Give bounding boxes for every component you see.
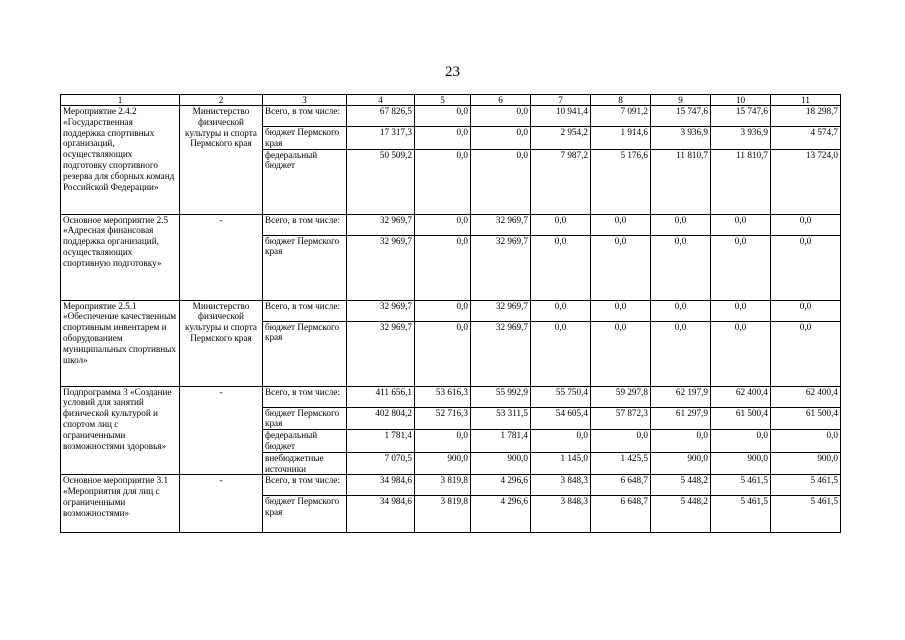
amount-cell: 7 987,2 [531,149,591,214]
amount-cell: 32 969,7 [347,321,415,386]
amount-cell: 53 311,5 [471,407,531,430]
amount-cell: 900,0 [651,452,711,475]
amount-cell: 5 448,2 [651,475,711,496]
amount-cell: 32 969,7 [471,300,531,321]
amount-cell: 1 145,0 [531,452,591,475]
amount-cell: 0,0 [531,300,591,321]
amount-cell: 900,0 [711,452,771,475]
amount-cell: 1 781,4 [347,430,415,453]
amount-cell: 0,0 [415,235,471,300]
amount-cell: 5 461,5 [771,475,841,496]
amount-cell: 5 461,5 [711,475,771,496]
amount-cell: 0,0 [651,321,711,386]
activity-name: Мероприятие 2.4.2 «Государственная поддержка спортивных организаций, осуществляющих подготовку спортивного резерва для сборных команд Российской Федерации» [61,106,180,215]
funding-source: федеральный бюджет [263,430,347,453]
executor: - [180,386,263,475]
amount-cell: 34 984,6 [347,475,415,496]
amount-cell: 57 872,3 [591,407,651,430]
amount-cell: 62 400,4 [711,386,771,407]
amount-cell: 0,0 [415,106,471,127]
header-cell: 2 [180,95,263,106]
amount-cell: 0,0 [415,300,471,321]
amount-cell: 32 969,7 [347,300,415,321]
amount-cell: 0,0 [531,321,591,386]
amount-cell: 0,0 [711,235,771,300]
header-cell: 7 [531,95,591,106]
amount-cell: 5 461,5 [771,496,841,533]
amount-cell: 3 848,3 [531,475,591,496]
amount-cell: 7 091,2 [591,106,651,127]
header-cell: 1 [61,95,180,106]
amount-cell: 67 826,5 [347,106,415,127]
amount-cell: 0,0 [591,300,651,321]
amount-cell: 0,0 [591,430,651,453]
funding-source: бюджет Пермского края [263,127,347,150]
amount-cell: 0,0 [531,235,591,300]
funding-source: федеральный бюджет [263,149,347,214]
amount-cell: 0,0 [471,106,531,127]
amount-cell: 18 298,7 [771,106,841,127]
activity-name: Мероприятие 2.5.1 «Обеспечение качественным спортивным инвентарем и оборудованием муниципальных спортивных школ» [61,300,180,386]
amount-cell: 0,0 [415,149,471,214]
amount-cell: 0,0 [591,321,651,386]
amount-cell: 0,0 [771,321,841,386]
funding-source: Всего, в том числе: [263,300,347,321]
amount-cell: 0,0 [415,127,471,150]
amount-cell: 52 716,3 [415,407,471,430]
header-cell: 11 [771,95,841,106]
amount-cell: 32 969,7 [471,235,531,300]
funding-source: Всего, в том числе: [263,214,347,235]
header-cell: 4 [347,95,415,106]
amount-cell: 900,0 [415,452,471,475]
budget-table [60,94,841,533]
amount-cell: 4 296,6 [471,475,531,496]
funding-source: Всего, в том числе: [263,386,347,407]
header-cell: 3 [263,95,347,106]
amount-cell: 59 297,8 [591,386,651,407]
amount-cell: 0,0 [711,300,771,321]
amount-cell: 11 810,7 [651,149,711,214]
amount-cell: 50 509,2 [347,149,415,214]
funding-source: внебюджетные источники [263,452,347,475]
amount-cell: 0,0 [415,430,471,453]
amount-cell: 0,0 [531,430,591,453]
amount-cell: 54 605,4 [531,407,591,430]
table-row [61,386,841,407]
amount-cell: 3 819,8 [415,475,471,496]
amount-cell: 11 810,7 [711,149,771,214]
amount-cell: 0,0 [651,430,711,453]
amount-cell: 55 750,4 [531,386,591,407]
amount-cell: 0,0 [415,214,471,235]
amount-cell: 900,0 [771,452,841,475]
amount-cell: 17 317,3 [347,127,415,150]
amount-cell: 0,0 [711,430,771,453]
amount-cell: 32 969,7 [471,214,531,235]
funding-source: Всего, в том числе: [263,106,347,127]
amount-cell: 411 656,1 [347,386,415,407]
amount-cell: 0,0 [771,214,841,235]
amount-cell: 62 400,4 [771,386,841,407]
amount-cell: 1 425,5 [591,452,651,475]
amount-cell: 0,0 [711,321,771,386]
activity-name: Подпрограмма 3 «Создание условий для занятий физической культурой и спортом лиц с ограниченными возможностями здоровья» [61,386,180,475]
amount-cell: 34 984,6 [347,496,415,533]
table-row [61,300,841,321]
amount-cell: 0,0 [651,214,711,235]
amount-cell: 0,0 [591,214,651,235]
amount-cell: 61 500,4 [771,407,841,430]
funding-source: бюджет Пермского края [263,496,347,533]
amount-cell: 4 574,7 [771,127,841,150]
amount-cell: 4 296,6 [471,496,531,533]
executor: Министерство физической культуры и спорта Пермского края [180,106,263,215]
amount-cell: 32 969,7 [471,321,531,386]
amount-cell: 61 297,9 [651,407,711,430]
amount-cell: 62 197,9 [651,386,711,407]
amount-cell: 3 936,9 [651,127,711,150]
amount-cell: 13 724,0 [771,149,841,214]
amount-cell: 15 747,6 [711,106,771,127]
amount-cell: 0,0 [531,214,591,235]
header-cell: 8 [591,95,651,106]
amount-cell: 6 648,7 [591,496,651,533]
table-body [61,95,841,533]
amount-cell: 7 070,5 [347,452,415,475]
amount-cell: 10 941,4 [531,106,591,127]
amount-cell: 0,0 [651,235,711,300]
amount-cell: 3 848,3 [531,496,591,533]
table-row [61,214,841,235]
amount-cell: 3 936,9 [711,127,771,150]
table-row [61,106,841,127]
amount-cell: 1 781,4 [471,430,531,453]
executor: - [180,214,263,300]
amount-cell: 1 914,6 [591,127,651,150]
amount-cell: 0,0 [711,214,771,235]
amount-cell: 3 819,8 [415,496,471,533]
header-cell: 10 [711,95,771,106]
amount-cell: 15 747,6 [651,106,711,127]
amount-cell: 0,0 [415,321,471,386]
amount-cell: 53 616,3 [415,386,471,407]
funding-source: бюджет Пермского края [263,321,347,386]
funding-source: бюджет Пермского края [263,407,347,430]
amount-cell: 0,0 [771,300,841,321]
amount-cell: 61 500,4 [711,407,771,430]
activity-name: Основное мероприятие 2.5 «Адресная финансовая поддержка организаций, осуществляющих спортивную подготовку» [61,214,180,300]
activity-name: Основное мероприятие 3.1 «Мероприятия для лиц с ограниченными возможностями» [61,475,180,533]
executor: Министерство физической культуры и спорта Пермского края [180,300,263,386]
amount-cell: 900,0 [471,452,531,475]
amount-cell: 32 969,7 [347,235,415,300]
amount-cell: 6 648,7 [591,475,651,496]
table-row [61,475,841,496]
header-cell: 6 [471,95,531,106]
amount-cell: 5 461,5 [711,496,771,533]
amount-cell: 55 992,9 [471,386,531,407]
executor: - [180,475,263,533]
amount-cell: 0,0 [771,235,841,300]
amount-cell: 0,0 [591,235,651,300]
header-cell: 9 [651,95,711,106]
amount-cell: 0,0 [471,149,531,214]
amount-cell: 0,0 [471,127,531,150]
amount-cell: 5 448,2 [651,496,711,533]
page-number: 23 [445,64,460,80]
funding-source: бюджет Пермского края [263,235,347,300]
amount-cell: 5 176,6 [591,149,651,214]
amount-cell: 32 969,7 [347,214,415,235]
funding-source: Всего, в том числе: [263,475,347,496]
amount-cell: 0,0 [651,300,711,321]
header-row [61,95,841,106]
amount-cell: 2 954,2 [531,127,591,150]
header-cell: 5 [415,95,471,106]
amount-cell: 402 804,2 [347,407,415,430]
amount-cell: 0,0 [771,430,841,453]
